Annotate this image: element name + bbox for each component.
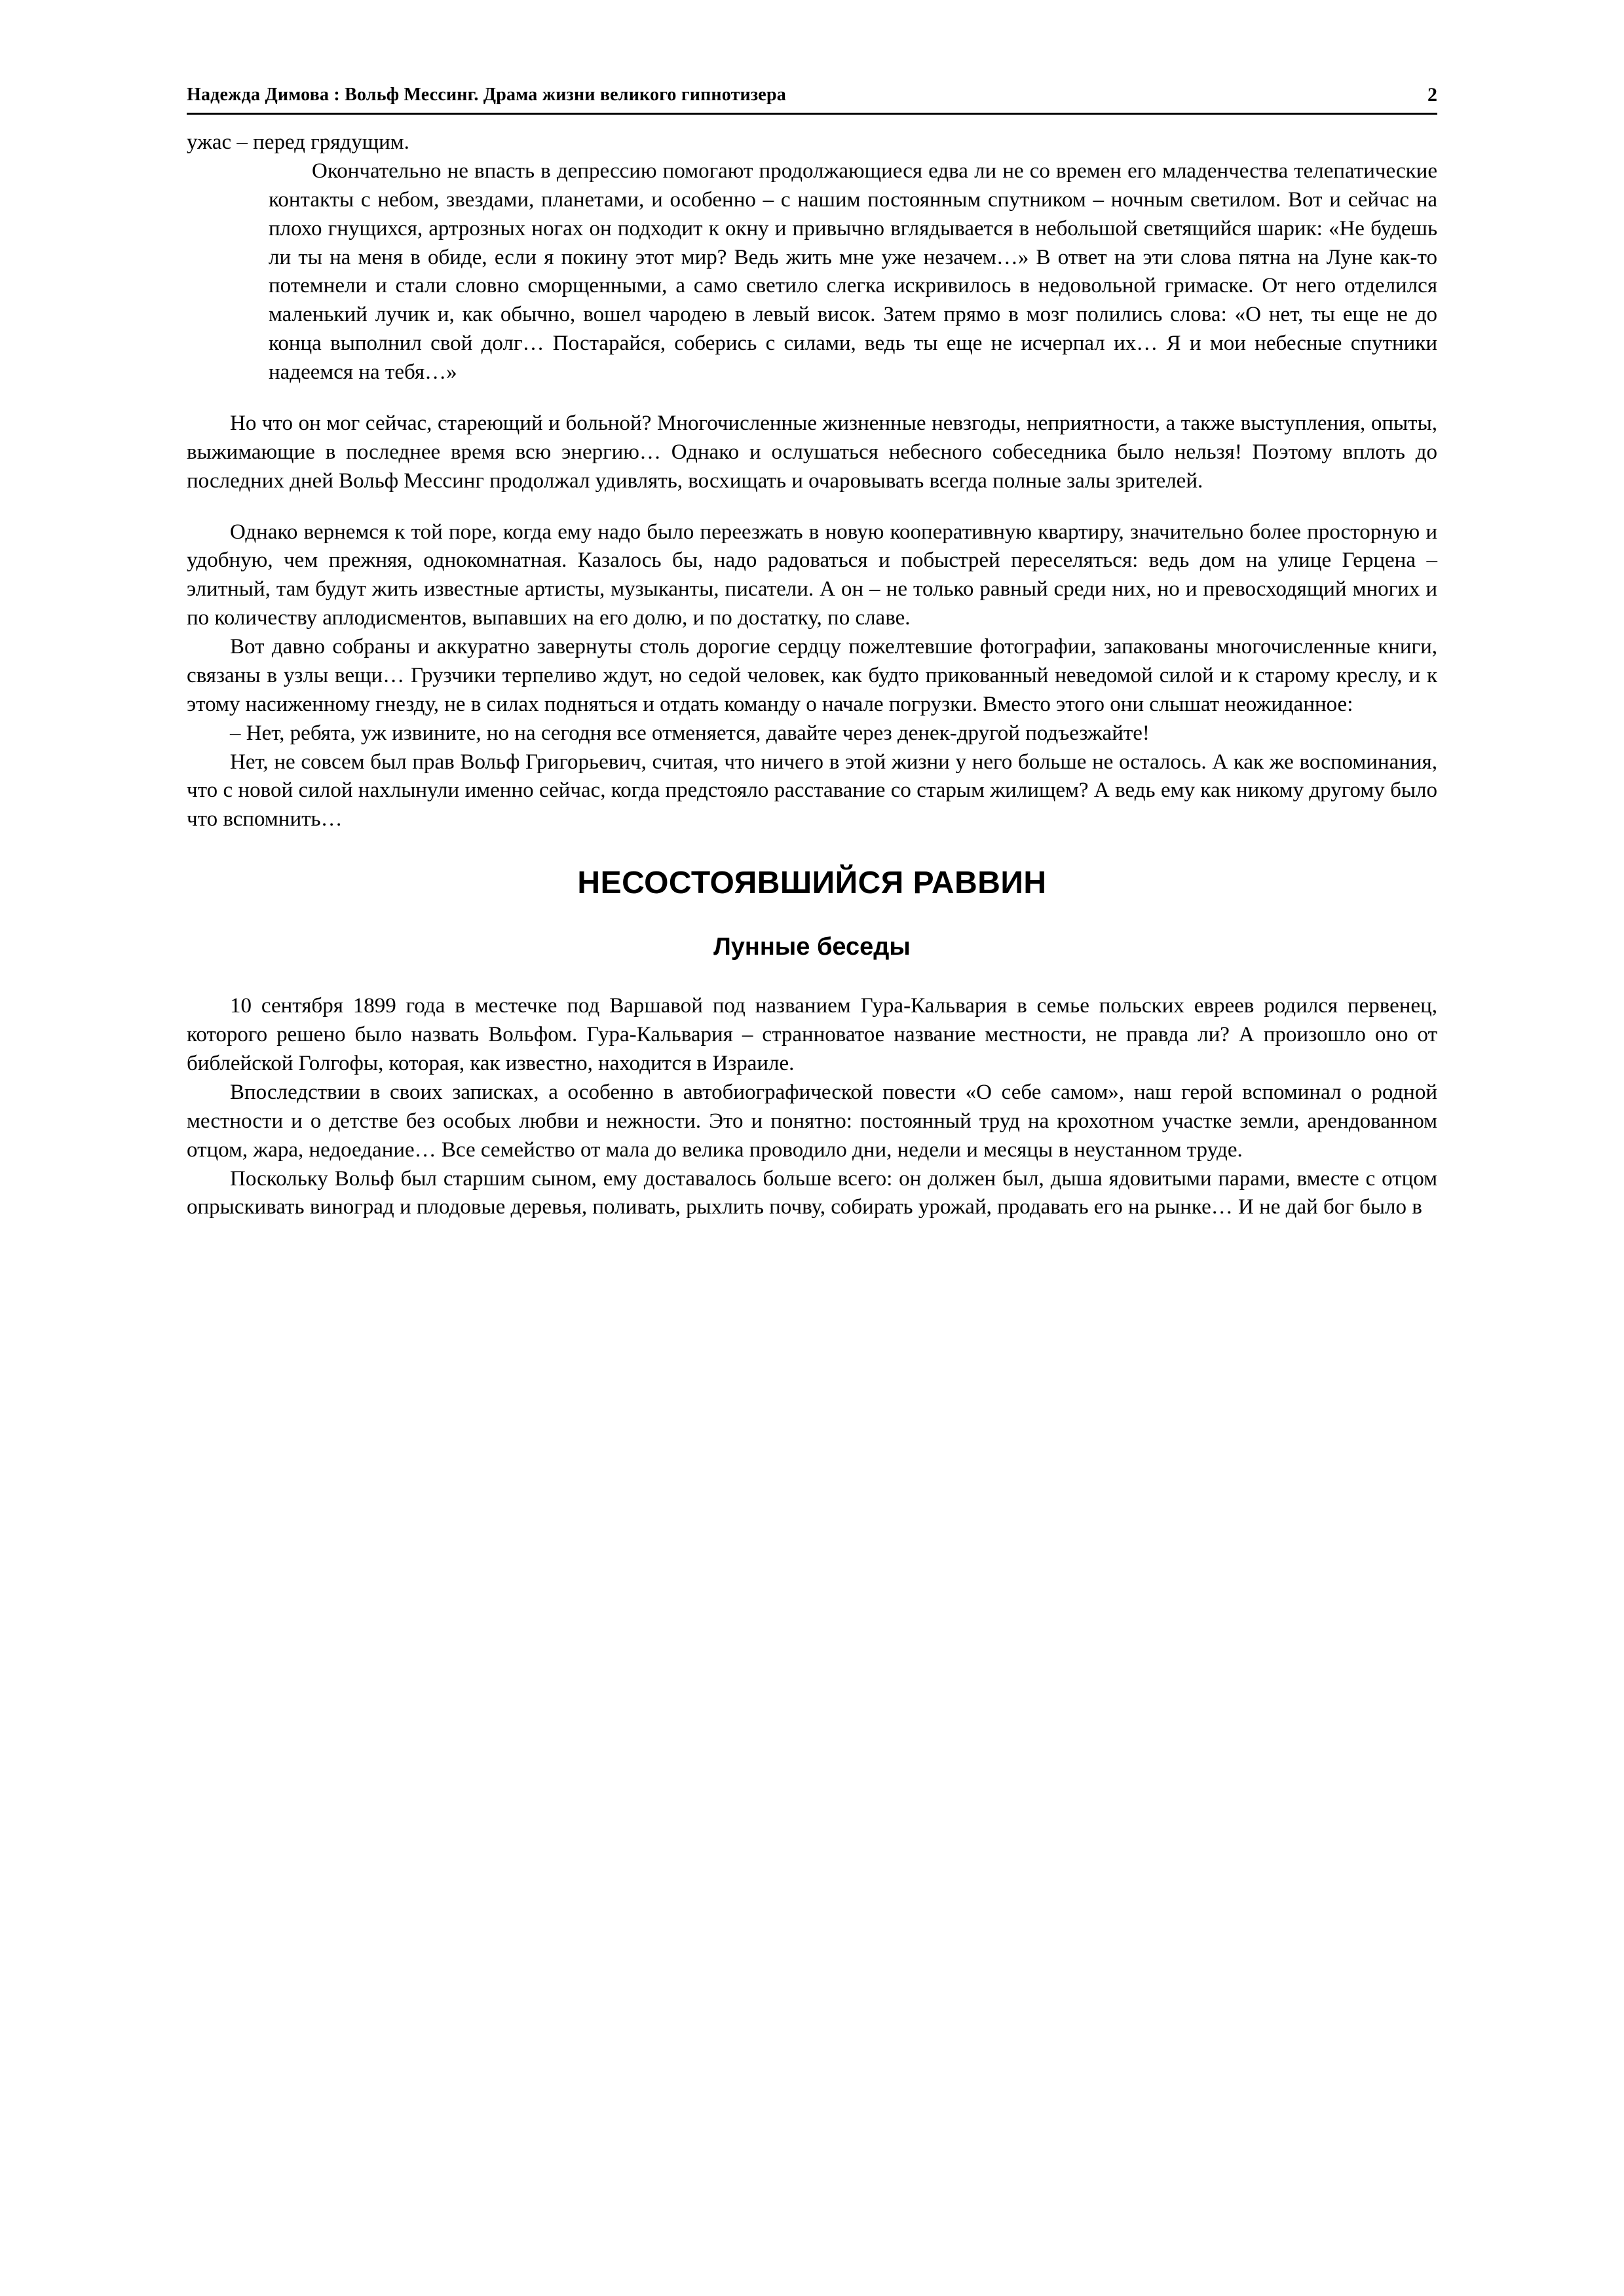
running-title: Надежда Димова : Вольф Мессинг. Драма жизни великого гипнотизера [187,85,786,105]
paragraph-new-flat: Однако вернемся к той поре, когда ему надо было переезжать в новую кооперативную квартиру, значительно более просторную и удобную, чем прежняя, однокомнатная. Казалось бы, надо радоваться и побыстрей переселяться: ведь дом на улице Герцена – элитный, там будут жить известные артисты, музыканты, писатели. А он – не только равный среди них, но и превосходящий многих и по количеству аплодисментов, выпавших на его долю, и по достатку, по славе. [187,520,1437,630]
paragraph-memoirs: Впоследствии в своих записках, а особенно в автобиографической повести «О себе самом», наш герой вспоминал о родной местности и о детстве без особых любви и нежности. Это и понятно: постоянный труд на крохотном участке земли, арендованном отцом, жара, недоедание… Все семейство от мала до велика проводило дни, недели и месяцы в неустанном труде. [187,1080,1437,1162]
header-divider [187,113,1437,115]
page-number: 2 [1427,84,1437,105]
paragraph-birth: 10 сентября 1899 года в местечке под Варшавой под названием Гура-Кальвария в семье польских евреев родился первенец, которого решено было назвать Вольфом. Гура-Кальвария – странноватое название местности, не правда ли? А произошло оно от библейской Голгофы, которая, как известно, находится в Израиле. [187,994,1437,1076]
paragraph-packing: Вот давно собраны и аккуратно завернуты столь дорогие сердцу пожелтевшие фотографии, запакованы многочисленные книги, связаны в узлы вещи… Грузчики терпеливо ждут, но седой человек, как будто прикованный неведомой силой и к старому креслу, и к этому насиженному гнезду, не в силах подняться и отдать команду о начале погрузки. Вместо этого они слышат неожиданное: [187,635,1437,716]
paragraph-memories: Нет, не совсем был прав Вольф Григорьевич, считая, что ничего в этой жизни у него больше не осталось. А как же воспоминания, что с новой силой нахлынули именно сейчас, когда предстояло расставание со старым жилищем? А ведь ему как никому другому было что вспомнить… [187,750,1437,832]
paragraph-what-could-he: Но что он мог сейчас, стареющий и больной? Многочисленные жизненные невзгоды, неприятности, а также выступления, опыты, выжимающие в последнее время всю энергию… Однако и ослушаться небесного собеседника было нельзя! Поэтому вплоть до последних дней Вольф Мессинг продолжал удивлять, восхищать и очаровывать всегда полные залы зрителей. [187,411,1437,493]
page-header [187,84,1437,105]
page-content [187,128,1437,1222]
block-moon-contact [269,157,1437,387]
paragraph-opening-fragment: ужас – перед грядущим. [187,130,409,154]
section-title: Лунные беседы [713,932,911,961]
chapter-title: НЕСОСТОЯВШИЙСЯ РАВВИН [577,866,1047,901]
paragraph-moon-contact: Окончательно не впасть в депрессию помогают продолжающиеся едва ли не со времен его младенчества телепатические контакты с небом, звездами, планетами, и особенно – с нашим постоянным спутником – ночным светилом. Вот и сейчас на плохо гнущихся, артрозных ногах он подходит к окну и привычно вглядывается в небольшой светящийся шарик: «Не будешь ли ты на меня в обиде, если я покину этот мир? Ведь жить мне уже незачем…» В ответ на эти слова пятна на Луне как-то потемнели и стали словно сморщенными, а само светило слегка искривилось в недовольной гримаске. От него отделился маленький лучик и, как обычно, вошел чародею в левый висок. Затем прямо в мозг полились слова: «О нет, ты еще не до конца выполнил свой долг… Постарайся, соберись с силами, ведь ты еще не исчерпал их… Я и мои небесные спутники надеемся на тебя…» [269,159,1437,384]
paragraph-dialogue: – Нет, ребята, уж извините, но на сегодня все отменяется, давайте через денек-другой подъезжайте! [230,721,1150,745]
paragraph-eldest-son: Поскольку Вольф был старшим сыном, ему доставалось больше всего: он должен был, дыша ядовитыми парами, вместе с отцом опрыскивать виноград и плодовые деревья, поливать, рыхлить почву, собирать урожай, продавать его на рынке… И не дай бог было в [187,1166,1437,1219]
